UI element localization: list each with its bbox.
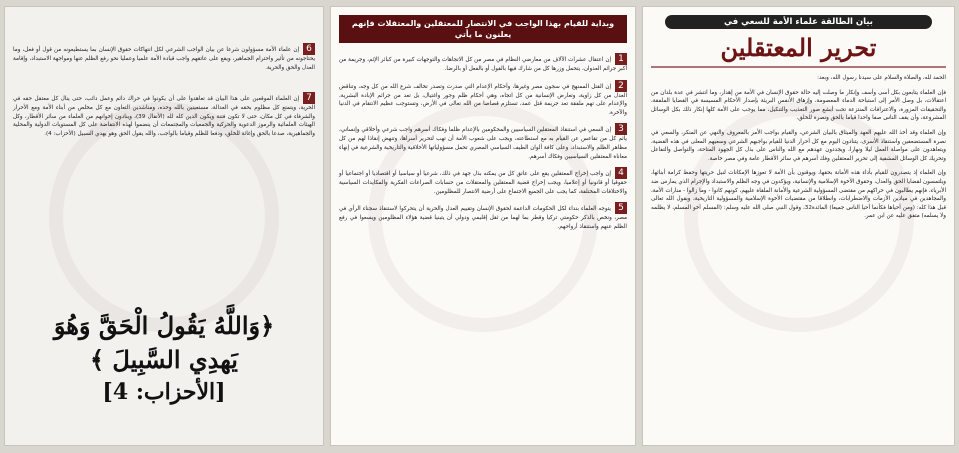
intro-greeting: الحمد لله، والصلاة والسلام على سيدنا رسول الله، وبعد: (817, 75, 946, 81)
divider (651, 66, 946, 68)
panel-left (4, 6, 324, 446)
item-1 (331, 53, 635, 74)
paragraph: فإن العلماء يتابعون بكل أسى وأسف وإنكار ما وصلت إليه حالة حقوق الإنسان في الأمة من إهدار، وما انتشر في عدة بلدان من اعتقالات، بل وصل الأمر إلى استباحة الدماء المعصومة، وإزهاق الأنفس البريئة بإصدار الأحكام المسيسة في القضايا الملفقة، والتحقيقات المزورة، والاعترافات المنتزعة تحت أبشع صور التعذيب والتنكيل، مما يوجب على الأمة كلها إنكار ذلك بكل الوسائل المشروعة، وأن يقف الناس صفا واحدا قياما بالحق ونصرة للخلق. (651, 89, 946, 122)
item-text: يتوجه العلماء بنداء لكل الحكومات الداعمة لحقوق الإنسان وتقييم العدل والحرية أن يتحركوا لاستنقاذ سجناء الرأي في مصر، ونخص بالذكر حكومتي تركيا وقطر بما لهما من ثقل إقليمي ودولي أن يتبنيا قضية هؤلاء المظلومين ويسعوا في رفع الظلم عنهم واستنقاذ أرواحهم. (339, 206, 627, 230)
item-2 (331, 80, 635, 118)
item-text: إن علماء الأمة مسؤولون شرعا عن بيان الواجب الشرعي لكل انتهاكات حقوق الإنسان بما يستطيعونه من قول أو فعل، وما يحتاجونه من تأثير واحترام الجماهير، ويقع على عاتقهم واجب قيادة الأمة علميا وعمليا نحو رفع الظلم عنها ومواجهة الاستبداد، وإقامة العدل والحق والحرية. (13, 47, 315, 71)
item-number: 6 (303, 43, 315, 55)
item-text: إن السعي في استنقاذ المعتقلين السياسيين والمحكومين بالإعدام ظلما وفكاك أسرهم واجب شرعي وأخلاقي وإنساني، يأثم كل من تقاعس عن القيام به مع استطاعته، ويجب على شعوب الأمة أن تهب لتحرير أسراها، وتنهض إنقاذا لهم من كل مظاهر الظلم والاستبداد، وعلى كافة ألوان الطيف السياسي المصري تحمل مسؤولياتها الأخلاقية والتاريخية والشرعية في إنهاء معاناة المعتقلين السياسيين وفكاك أسرهم. (339, 127, 627, 160)
item-text: إن اعتقال عشرات الآلاف من معارضي النظام في مصر من كل الاتجاهات والتوجهات كبيرة من كبائر الإثم، وجريمة من أكبر جرائم العدوان، يتحمل وزرها كل من شارك فيها بالقول أو بالفعل أو بالرضا. (339, 57, 627, 72)
item-number: 7 (303, 92, 315, 104)
page-title: تحرير المعتقلين (720, 33, 877, 62)
panel-right (642, 6, 955, 446)
quran-verse (5, 309, 323, 407)
item-number: 4 (615, 167, 627, 179)
item-number: 3 (615, 123, 627, 135)
item-6 (5, 43, 323, 72)
verse-reference: [الأحزاب: 4] (102, 379, 226, 405)
title-small: بيان الطالقة علماء الأمة للسعي في (665, 15, 932, 29)
item-5 (331, 202, 635, 231)
item-3 (331, 123, 635, 161)
item-text: إن واجب إخراج المعتقلين يقع على عاتق كل من يمكنه بذل جهد في ذلك، شرعيا أو سياسيا أو اقتصاديا أو اجتماعيا أو حقوقيا أو قانونيا أو إعلاميا، ويجب إخراج قضية المعتقلين والمعتقلات من حسابات الصراعات الفكرية والمكايدات السياسية والاختلافات المختلفة، كما يجب على الجميع الاجتماع على أرضية الانتصار للمظلومين. (339, 171, 627, 195)
item-number: 1 (615, 53, 627, 65)
panel-middle (330, 6, 636, 446)
item-number: 2 (615, 80, 627, 92)
verse-line-2: يَهدِي السَّبِيلَ ﴾ (90, 345, 238, 374)
item-text: إن العلماء الموقعين على هذا البيان قد تعاهدوا على أن يكونوا في حراك دائم وعمل دائب، حتى ينال كل معتقل حقه في الحرية، ويتمتع كل مظلوم بحقه في العدالة، مستعينين بالله وحده، ومناشدين التعاون مع كل مخلص من أبناء الأمة ومع الأحرار والشرفاء في كل مكان، حتى لا تكون فتنة ويكون الدين كله لله (الأنفال 39)، وينادون إخوانهم من العلماء من سائر الأقطار، وكل الهيئات العلمائية والرموز الدعوية والحركية والجمعيات والمجتمعات أن ينضموا لهذه الانتفاضة على كل المستويات الدولية والمحلية والجماهيرية، صدعا بالحق وإغاثة للخلق، ودفعا للظلم وقياما بالواجب، والله يقول الحق وهو يهدي السبيل (الأحزاب: 4). (13, 96, 316, 137)
section-header: وبداية للقيام بهذا الواجب في الانتصار للمعتقلين والمعتقلات فإنهم يعلنون ما يأتي (339, 15, 627, 43)
item-number: 5 (615, 202, 627, 214)
item-4 (331, 167, 635, 196)
paragraph: وإن العلماء وقد أخذ الله عليهم العهد والميثاق بالبيان الشرعي، والقيام بواجب الأمر بالمعروف والنهي عن المنكر، والسعي في نصرة المستضعفين واستنقاذ الأسرى، يتنادون اليوم مع كل أحرار الدنيا للقيام بواجبهم الشرعي وسعيهم المعلى في هذه القضية، ويتعاهدون على مواصلة العمل ليلا ونهارا، ويجددون عهدهم مع الله والناس على بذل كل الجهود المتاحة، والتواصل والتفاعل وتحريك كل الوسائل المشفية إلى تحرير المعتقلين وفك أسرهم في سائر الأقطار عامة وفي مصر خاصة. (651, 129, 946, 162)
paragraph: وإن العلماء إذ يتصدرون للقيام بأداء هذه الأمانة بحقها، ويوقنون بأن الأمة لا تعوزها الإمكانات لنيل حريتها وحفظ كرامة أبنائها، ويلتمسون لقضايا الحق والعدل، وحقوق الأخوة الإسلامية والإنسانية، ويؤكدون في وجه الظلم والاستبداد والإجرام الذي يمارس ضد الأبرياء، فإنهم يطالبون في حراكهم من مقتضى المسؤولية الشرعية والأمانة الملقاة عليهم، كونهم كانوا - وما زالوا - منارات الأمة، والمجاهدين في ميادين الأزمات والاضطرابات، وانطلاقا من مقتضيات الأخوة الإسلامية والمسؤولية التاريخية، وبقول الله تعالى قبل هذا كله: (ومن أحياها فكأنما أحيا الناس جميعا) المائدة32، وقول النبي صلى الله عليه وسلم: (المسلم أخو المسلم، لا يظلمه ولا يسلمه) متفق عليه عن ابن عمر. (651, 170, 947, 220)
item-text: إن القتل الممنهج في سجون مصر وغيرها، وأحكام الإعدام التي صدرت وتصدر تخالف شرع الله من كل وجه، وتناقض العدل من كل زاوية، وتعارض الإنسانية من كل اتجاه، وهي أحكام ظلم وجور واغتيال، بل تعد من جرائم الإبادة البشرية، والإعدام على تهم ملفقة تعد جريمة قتل عمد، تستلزم قصاصا من الله تعالى في الأرض، وتستوجب عظيم الانتقام في الدنيا والآخرة. (339, 83, 627, 116)
item-7 (5, 92, 323, 138)
verse-line-1: ﴿وَاللَّهُ يَقُولُ الْحَقَّ وَهُوَ (53, 311, 275, 340)
